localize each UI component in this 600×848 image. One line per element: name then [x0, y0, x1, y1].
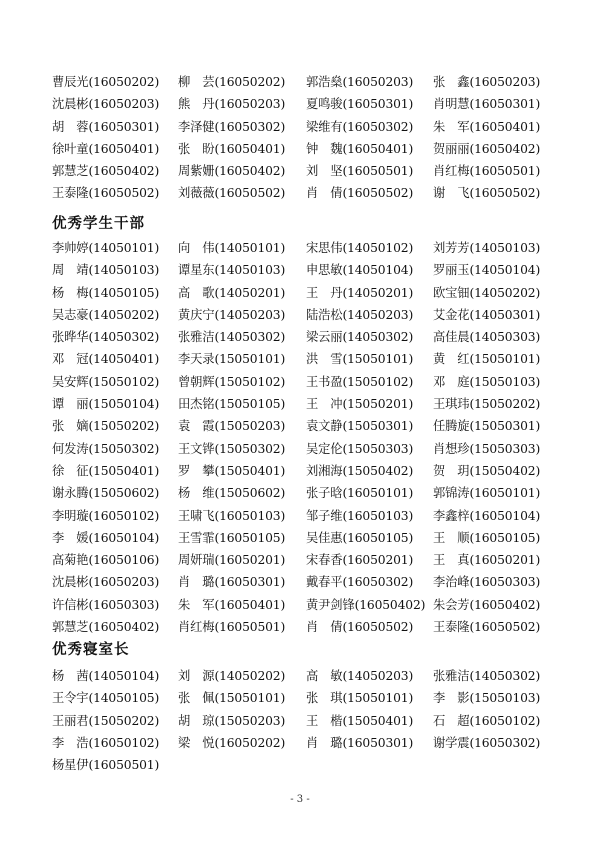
name-row	[0, 687, 600, 709]
name-row	[0, 460, 600, 482]
student-entry: 肖想珍(15050303)	[433, 441, 541, 456]
student-entry: 杨 维(15050602)	[178, 486, 286, 501]
student-entry: 黄庆宁(14050203)	[178, 307, 286, 322]
name-row	[0, 415, 600, 437]
student-entry: 胡 琼(15050203)	[178, 713, 286, 728]
student-entry: 郭锦涛(16050101)	[433, 486, 541, 501]
student-entry: 田杰铭(15050105)	[178, 397, 286, 412]
student-entry: 张 佩(15050101)	[178, 691, 286, 706]
student-entry: 王 顺(16050105)	[433, 530, 541, 545]
student-entry: 李天录(15050101)	[178, 352, 286, 367]
page-number: - 3 -	[290, 794, 310, 805]
student-entry: 谢 飞(16050502)	[433, 186, 541, 201]
student-entry: 吴安辉(15050102)	[52, 374, 160, 389]
student-entry: 李治峰(16050303)	[433, 575, 541, 590]
name-row	[0, 348, 600, 370]
student-entry: 申思敏(14050104)	[306, 263, 414, 278]
student-entry: 许信彬(16050303)	[52, 597, 160, 612]
name-row	[0, 571, 600, 593]
student-entry: 王令宇(14050105)	[52, 691, 160, 706]
student-entry: 何发涛(15050302)	[52, 441, 160, 456]
student-entry: 罗丽玉(14050104)	[433, 263, 541, 278]
name-row	[0, 160, 600, 182]
student-entry: 王 楷(15050401)	[306, 713, 414, 728]
student-entry: 谭 丽(15050104)	[52, 397, 160, 412]
student-entry: 张 嫡(15050202)	[52, 419, 160, 434]
student-entry: 李 媛(16050104)	[52, 530, 160, 545]
name-row	[0, 438, 600, 460]
student-entry: 郭慧芝(16050402)	[52, 620, 160, 635]
student-entry: 肖红梅(16050501)	[178, 620, 286, 635]
student-entry: 王泰隆(16050502)	[52, 186, 160, 201]
student-entry: 李帅婷(14050101)	[52, 241, 160, 255]
student-entry: 肖红梅(16050501)	[433, 164, 541, 179]
student-entry: 杨 梅(14050105)	[52, 285, 160, 300]
name-row	[0, 259, 600, 281]
student-entry: 张子晗(16050101)	[306, 486, 414, 501]
student-entry: 袁 霞(15050203)	[178, 419, 286, 434]
name-row	[0, 237, 600, 259]
name-row	[0, 71, 600, 93]
student-entry: 梁维有(16050302)	[306, 119, 414, 134]
student-entry: 王琪玮(15050202)	[433, 397, 541, 412]
name-row	[0, 393, 600, 415]
student-entry: 郭慧芝(16050402)	[52, 164, 160, 179]
student-entry: 肖 倩(16050502)	[306, 620, 414, 635]
student-entry: 肖明慧(16050301)	[433, 97, 541, 112]
student-entry: 夏鸣骏(16050301)	[306, 97, 414, 112]
student-entry: 肖 倩(16050502)	[306, 186, 414, 201]
student-entry: 石 超(16050102)	[433, 713, 541, 728]
name-row	[0, 710, 600, 732]
student-entry: 欧宝钿(14050202)	[433, 285, 541, 300]
student-entry: 徐 征(15050401)	[52, 463, 160, 478]
outstanding-cadres-list	[0, 237, 600, 638]
student-entry: 杨星伊(16050501)	[52, 758, 160, 773]
student-entry: 周紫姗(16050402)	[178, 164, 286, 179]
student-entry: 王书盈(15050102)	[306, 374, 414, 389]
student-entry: 高菊艳(16050106)	[52, 553, 160, 568]
student-entry: 吴佳惠(16050105)	[306, 530, 414, 545]
student-entry: 钟 魏(16050401)	[306, 141, 414, 156]
student-entry: 贺 玥(15050402)	[433, 463, 541, 478]
name-row	[0, 754, 600, 776]
student-entry: 张 琪(15050101)	[306, 691, 414, 706]
student-entry: 黄尹剑锋(16050402)	[306, 597, 426, 612]
student-entry: 王 真(16050201)	[433, 553, 541, 568]
student-entry: 张 盼(16050401)	[178, 141, 286, 156]
student-entry: 罗 攀(15050401)	[178, 463, 286, 478]
student-entry: 王 冲(15050201)	[306, 397, 414, 412]
student-entry: 肖 璐(16050301)	[306, 735, 414, 750]
student-entry: 李鑫梓(16050104)	[433, 508, 541, 523]
name-row	[0, 304, 600, 326]
student-entry: 艾金花(14050301)	[433, 307, 541, 322]
student-entry: 宋春香(16050201)	[306, 553, 414, 568]
name-row	[0, 594, 600, 616]
name-row	[0, 326, 600, 348]
student-entry: 洪 雪(15050101)	[306, 352, 414, 367]
student-entry: 王雪霏(16050105)	[178, 530, 286, 545]
student-entry: 李 浩(16050102)	[52, 735, 160, 750]
student-entry: 朱 军(16050401)	[433, 119, 541, 134]
outstanding-dorm-leaders-list	[0, 665, 600, 776]
student-entry: 沈晨彬(16050203)	[52, 575, 160, 590]
student-entry: 刘 源(14050202)	[178, 669, 286, 683]
name-row	[0, 505, 600, 527]
student-entry: 张雅洁(14050302)	[433, 669, 541, 683]
student-entry: 刘湘海(15050402)	[306, 463, 414, 478]
student-entry: 张晔华(14050302)	[52, 330, 160, 345]
student-entry: 徐叶童(16050401)	[52, 141, 160, 156]
student-entry: 柳 芸(16050202)	[178, 75, 286, 89]
name-row	[0, 732, 600, 754]
name-row	[0, 282, 600, 304]
student-entry: 谢学震(16050302)	[433, 735, 541, 750]
student-entry: 曾朝辉(15050102)	[178, 374, 286, 389]
student-entry: 谭星东(14050103)	[178, 263, 286, 278]
student-entry: 黄 红(15050101)	[433, 352, 541, 367]
student-entry: 刘薇薇(16050502)	[178, 186, 286, 201]
student-entry: 吴定伦(15050303)	[306, 441, 414, 456]
student-entry: 周 靖(14050103)	[52, 263, 160, 278]
name-row	[0, 482, 600, 504]
section-heading-outstanding-cadres: 优秀学生干部	[52, 216, 145, 232]
student-entry: 邹子维(16050103)	[306, 508, 414, 523]
student-entry: 李 影(15050103)	[433, 691, 541, 706]
name-row	[0, 616, 600, 638]
student-entry: 宋思伟(14050102)	[306, 241, 414, 255]
student-entry: 邓 冠(14050401)	[52, 352, 160, 367]
student-entry: 刘芳芳(14050103)	[433, 241, 541, 255]
student-entry: 肖 璐(16050301)	[178, 575, 286, 590]
name-row	[0, 527, 600, 549]
student-entry: 吴志豪(14050202)	[52, 307, 160, 322]
student-entry: 陆浩松(14050203)	[306, 307, 414, 322]
student-entry: 任腾旋(15050301)	[433, 419, 541, 434]
student-entry: 刘 坚(16050501)	[306, 164, 414, 179]
student-entry: 王啸飞(16050103)	[178, 508, 286, 523]
student-entry: 朱会芳(16050402)	[433, 597, 541, 612]
student-entry: 熊 丹(16050203)	[178, 97, 286, 112]
student-entry: 梁云丽(14050302)	[306, 330, 414, 345]
student-entry: 李明璇(16050102)	[52, 508, 160, 523]
student-entry: 谢永腾(15050602)	[52, 486, 160, 501]
award-list-continued	[0, 71, 600, 205]
name-row	[0, 549, 600, 571]
student-entry: 张雅洁(14050302)	[178, 330, 286, 345]
name-row	[0, 93, 600, 115]
student-entry: 沈晨彬(16050203)	[52, 97, 160, 112]
student-entry: 戴春平(16050302)	[306, 575, 414, 590]
student-entry: 王丽君(15050202)	[52, 713, 160, 728]
name-row	[0, 371, 600, 393]
student-entry: 高佳晨(14050303)	[433, 330, 541, 345]
student-entry: 向 伟(14050101)	[178, 241, 286, 255]
section-heading-outstanding-dorm-leaders: 优秀寝室长	[52, 642, 130, 658]
student-entry: 周妍瑞(16050201)	[178, 553, 286, 568]
student-entry: 张 鑫(16050203)	[433, 75, 541, 89]
student-entry: 袁文静(15050301)	[306, 419, 414, 434]
student-entry: 王泰隆(16050502)	[433, 620, 541, 635]
name-row	[0, 182, 600, 204]
student-entry: 杨 茜(14050104)	[52, 669, 160, 683]
student-entry: 王文铧(15050302)	[178, 441, 286, 456]
name-row	[0, 665, 600, 687]
student-entry: 胡 蓉(16050301)	[52, 119, 160, 134]
student-entry: 梁 悦(16050202)	[178, 735, 286, 750]
student-entry: 朱 军(16050401)	[178, 597, 286, 612]
student-entry: 邓 庭(15050103)	[433, 374, 541, 389]
student-entry: 李泽健(16050302)	[178, 119, 286, 134]
student-entry: 高 敏(14050203)	[306, 669, 414, 683]
student-entry: 王 丹(14050201)	[306, 285, 414, 300]
name-row	[0, 116, 600, 138]
student-entry: 郭浩燊(16050203)	[306, 75, 414, 89]
student-entry: 曹辰光(16050202)	[52, 75, 160, 89]
name-row	[0, 138, 600, 160]
student-entry: 高 歌(14050201)	[178, 285, 286, 300]
student-entry: 贺丽丽(16050402)	[433, 141, 541, 156]
